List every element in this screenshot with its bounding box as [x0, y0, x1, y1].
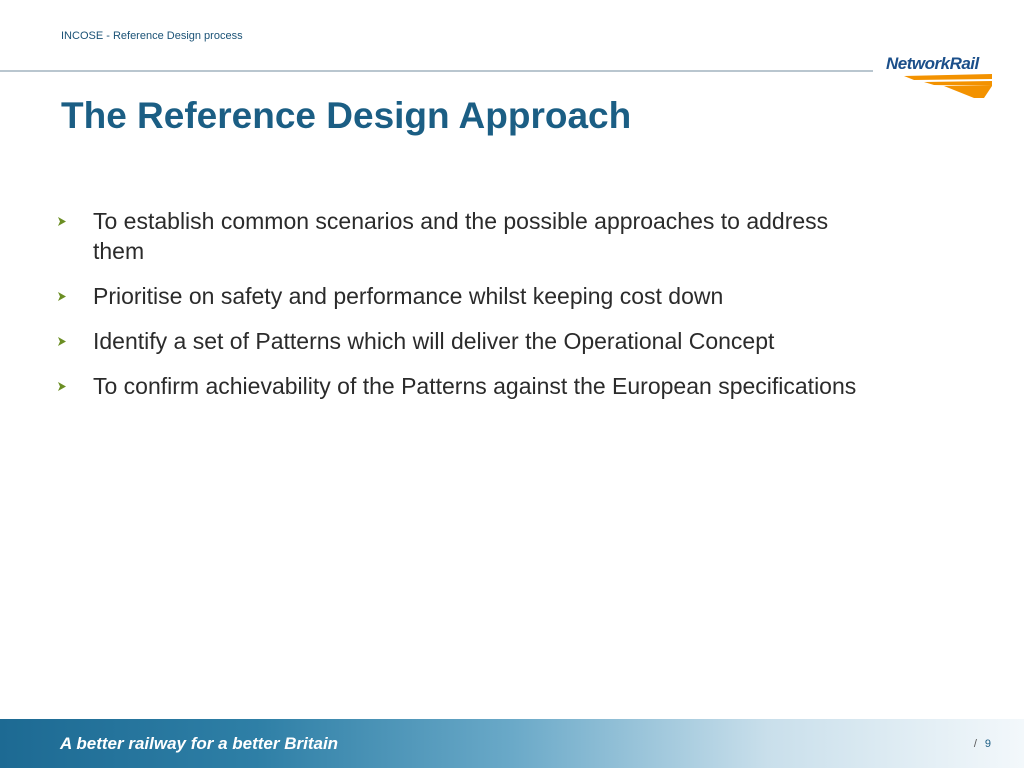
bullet-item — [58, 206, 878, 266]
bullet-text: To establish common scenarios and the possible approaches to address them — [93, 208, 829, 264]
page-number — [974, 738, 991, 750]
slide-title: The Reference Design Approach — [61, 95, 632, 136]
bullet-list — [58, 206, 878, 416]
network-rail-logo — [884, 52, 996, 100]
page-number-value: 9 — [984, 738, 991, 750]
arrow-bullet-icon — [58, 337, 66, 346]
footer-tagline: A better railway for a better Britain — [60, 734, 339, 753]
network-rail-logo-text: NetworkRail — [886, 54, 979, 73]
arrow-bullet-icon — [58, 292, 66, 301]
header-label: INCOSE - Reference Design process — [61, 30, 243, 42]
bullet-item — [58, 281, 878, 311]
footer-bar — [0, 719, 1024, 768]
bullet-text: To confirm achievability of the Patterns against the European specifications — [93, 373, 857, 399]
bullet-text: Identify a set of Patterns which will deliver the Operational Concept — [93, 328, 775, 354]
bullet-item — [58, 326, 878, 356]
bullet-text: Prioritise on safety and performance whilst keeping cost down — [93, 283, 724, 309]
page-separator: / — [973, 738, 977, 750]
arrow-bullet-icon — [58, 217, 66, 226]
header-divider — [0, 70, 873, 72]
bullet-item — [58, 371, 878, 401]
arrow-bullet-icon — [58, 382, 66, 391]
